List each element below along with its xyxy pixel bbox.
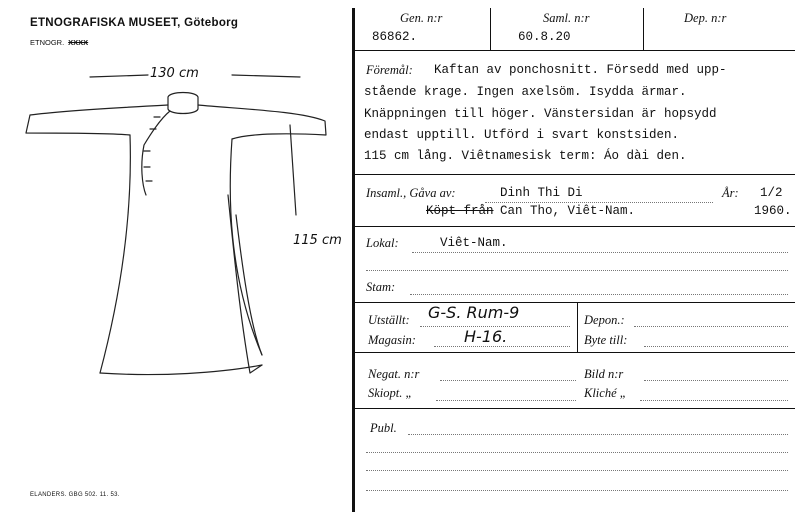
publ-label: Publ. <box>370 421 397 435</box>
width-measure-right <box>232 75 300 77</box>
place-value: Can Tho, Viêt-Nam. <box>500 204 636 218</box>
kliche-label: Kliché „ <box>584 386 627 400</box>
lokal-dots <box>412 252 788 253</box>
lokal-value: Viêt-Nam. <box>440 236 508 250</box>
magasin-dots <box>434 346 570 347</box>
publ-dots-4 <box>366 490 788 491</box>
description-line-5: 115 cm lång. Viêtnamesisk term: Áo dài den. <box>364 149 687 163</box>
garment-sketch <box>0 55 350 495</box>
description-bottom-line <box>355 174 795 175</box>
skiopt-label: Skiopt. „ <box>368 386 413 400</box>
publ-dots-2 <box>366 452 788 453</box>
depon-label: Depon.: <box>584 313 625 327</box>
body-right-edge <box>230 139 262 355</box>
stam-dots <box>410 294 788 295</box>
description-line-4: endast upptill. Utförd i svart konstsiden. <box>364 128 680 142</box>
collar <box>168 93 198 114</box>
ar-value: 1/2 <box>760 186 783 200</box>
description-line-3: Knäppningen till höger. Vänstersidan är hopsydd <box>364 107 717 121</box>
bild-dots <box>644 380 788 381</box>
saml-value: 60.8.20 <box>518 30 571 44</box>
struck-word: Köpt från <box>426 204 494 218</box>
gen-label: Gen. n:r <box>400 11 443 25</box>
etnogr-text: ETNOGR. <box>30 38 65 47</box>
byte-dots <box>644 346 788 347</box>
magasin-value: H-16. <box>464 327 508 346</box>
publ-dots-1 <box>408 434 788 435</box>
front-opening <box>142 111 170 195</box>
length-measure <box>290 125 296 215</box>
card-divider <box>352 8 355 512</box>
width-measure-left <box>90 75 148 77</box>
magasin-bottom-line <box>355 352 795 353</box>
insaml-dots <box>485 202 713 203</box>
width-note: 130 cm <box>150 66 199 81</box>
right-sleeve <box>198 105 326 139</box>
dep-label: Dep. n:r <box>684 11 727 25</box>
insaml-bottom-line <box>355 226 795 227</box>
description-line-1: Kaftan av ponchosnitt. Försedd med upp- <box>434 63 727 77</box>
year-value: 1960. <box>754 204 792 218</box>
byte-label: Byte till: <box>584 333 628 347</box>
publ-dots-3 <box>366 470 788 471</box>
stam-label: Stam: <box>366 280 396 294</box>
insaml-value: Dinh Thi Di <box>500 186 583 200</box>
foremal-label: Föremål: <box>366 63 413 77</box>
left-sleeve <box>26 105 168 135</box>
top-divider-2 <box>643 8 644 50</box>
museum-title: ETNOGRAFISKA MUSEET, Göteborg <box>30 17 239 29</box>
top-divider-1 <box>490 8 491 50</box>
negat-dots <box>440 380 576 381</box>
etnogr-label <box>30 38 88 47</box>
depon-dots <box>634 326 788 327</box>
insaml-label: Insaml., Gåva av: <box>366 186 456 200</box>
top-row-line <box>355 50 795 51</box>
gen-value: 86862. <box>372 30 418 44</box>
etnogr-struck-text: XXXX <box>68 38 89 47</box>
length-note: 115 cm <box>293 233 342 248</box>
lokal-dots-2 <box>366 270 788 271</box>
bild-label: Bild n:r <box>584 367 624 381</box>
utstallt-label: Utställt: <box>368 313 410 327</box>
saml-label: Saml. n:r <box>543 11 590 25</box>
magasin-label: Magasin: <box>368 333 416 347</box>
kliche-dots <box>640 400 788 401</box>
stam-bottom-line <box>355 302 795 303</box>
utstallt-divider <box>577 302 578 352</box>
printer-mark: ELANDERS. GBG 502. 11. 53. <box>30 492 120 498</box>
negat-label: Negat. n:r <box>368 367 420 381</box>
body-left-edge <box>100 135 130 373</box>
utstallt-value: G-S. Rum-9 <box>428 303 520 322</box>
skiopt-dots <box>436 400 576 401</box>
description-line-2: stående krage. Ingen axelsöm. Isydda ärmar. <box>364 85 687 99</box>
lokal-label: Lokal: <box>366 236 399 250</box>
hem <box>100 365 262 375</box>
negat-bottom-line <box>355 408 795 409</box>
ar-label: År: <box>722 186 739 200</box>
